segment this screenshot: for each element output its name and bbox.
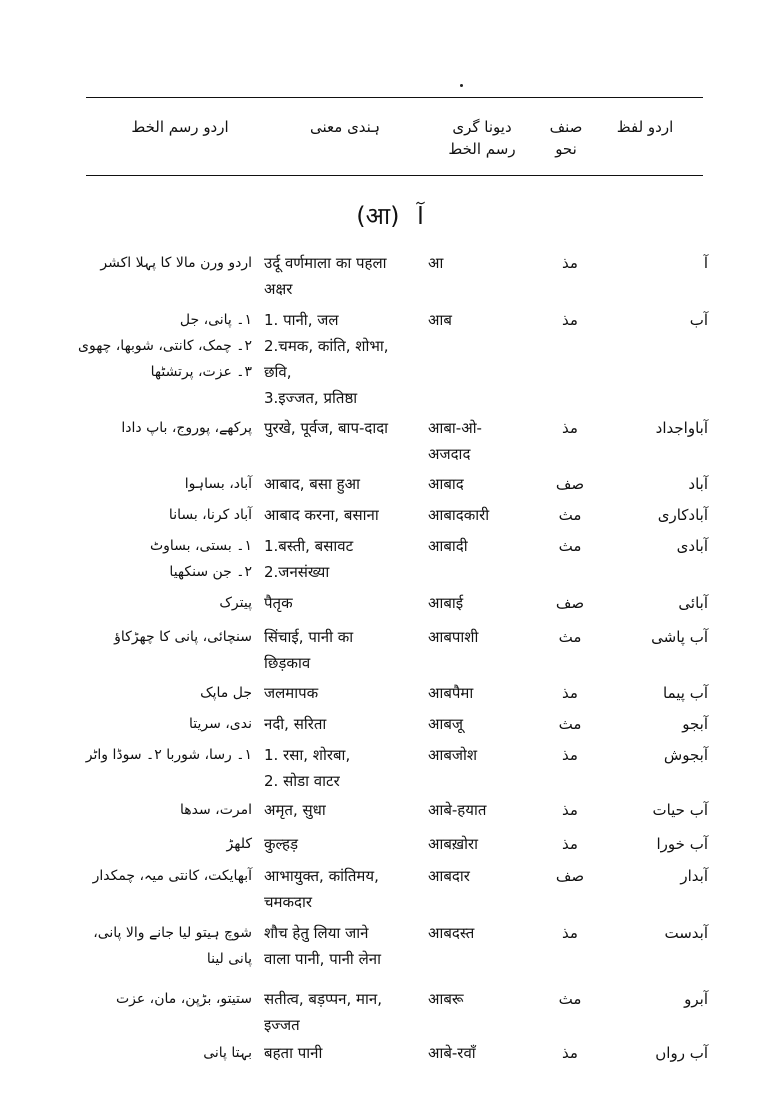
grammar-tag: مذ [562,746,578,764]
hindi-meaning [264,471,414,497]
urdu-word: آب رواں [655,1044,708,1062]
hindi-meaning-line: शौच हेतु लिया जाने [264,924,369,942]
urdu-script-meaning-line: جل ماپک [200,685,252,701]
hindi-meaning [264,797,414,823]
hindi-meaning [264,415,414,441]
devanagari-form [428,986,540,1012]
grammar-tag: مث [558,506,582,524]
devanagari-form-line: आबे-हयात [428,801,487,819]
urdu-script-meaning [74,471,252,497]
urdu-script-meaning-line: ۳۔ عزت، پرتشٹھا [150,364,252,380]
devanagari-form-line: आबजोश [428,746,478,764]
urdu-script-meaning-line: ستیتو، بڑپن، مان، عزت [115,991,252,1007]
urdu-word: آباواجداد [655,419,708,437]
devanagari-form [428,1040,540,1066]
hindi-meaning-line: छिड़काव [264,654,311,672]
grammar-tag: مذ [562,1044,578,1062]
devanagari-form-line: आबख़ोरा [428,835,479,853]
urdu-script-meaning-line: شوچ ہیتو لیا جانے والا پانی، [93,925,252,941]
grammar-tag: صف [555,594,585,612]
urdu-script-meaning [74,797,252,823]
urdu-script-meaning-line: ۲۔ چمک، کانتی، شوبھا، چھوی [78,338,252,354]
urdu-script-meaning [74,986,252,1012]
devanagari-form [428,590,540,616]
urdu-script-meaning-line: آباد، بساہوا [184,476,252,492]
page-dot [460,84,463,87]
urdu-script-meaning-line: امرت، سدھا [180,802,252,818]
hindi-meaning [264,986,414,1038]
urdu-word: آب [689,311,708,329]
urdu-script-meaning-line: پیترک [219,595,252,611]
devanagari-form [428,415,540,467]
hindi-meaning-line: अक्षर [264,280,293,298]
devanagari-form-line: आबा-ओ- [428,419,482,437]
urdu-word: آبجو [682,715,708,733]
devanagari-form-line: आबादी [428,537,468,555]
section-heading [0,199,780,232]
urdu-script-meaning [74,533,252,585]
devanagari-form [428,831,540,857]
devanagari-form-line: आबाद [428,475,464,493]
urdu-script-meaning-line: اردو ورن مالا کا پہلا اکشر [100,255,252,271]
hindi-meaning-line: आभायुक्त, कांतिमय, [264,867,379,885]
header-urdu-word: اردو لفظ [616,118,674,136]
hindi-meaning-line: कुल्हड़ [264,835,298,853]
hindi-meaning [264,250,414,302]
urdu-script-meaning [74,590,252,616]
header-grammar [536,116,596,160]
devanagari-form [428,533,540,559]
urdu-word: آ [703,254,708,272]
urdu-script-meaning-line: پانی لینا [206,951,252,967]
grammar-tag: صف [555,867,585,885]
urdu-script-meaning [74,711,252,737]
urdu-word: آباد [688,475,708,493]
header-devanagari-line-1: دیونا گری [452,118,512,136]
urdu-script-meaning [74,415,252,441]
urdu-script-meaning-line: ۱۔ رسا، شوربا ۲۔ سوڈا واٹر [85,747,252,763]
urdu-word: آبدست [664,924,708,942]
devanagari-form-line: आबदस्त [428,924,475,942]
hindi-meaning-line: बहता पानी [264,1044,323,1062]
devanagari-form [428,797,540,823]
grammar-tag: مذ [562,684,578,702]
urdu-word: آبدار [680,867,708,885]
urdu-word: آبجوش [663,746,708,764]
grammar-tag: مذ [562,311,578,329]
urdu-word: آبادکاری [657,506,708,524]
devanagari-form-line: आबे-रवाँ [428,1044,476,1062]
section-heading-hindi: (आ) [356,202,400,230]
header-bottom-rule [86,175,703,176]
devanagari-form [428,471,540,497]
devanagari-form [428,250,540,276]
header-devanagari [432,116,532,160]
urdu-script-meaning [74,742,252,768]
devanagari-form [428,920,540,946]
urdu-script-meaning [74,680,252,706]
grammar-tag: مذ [562,419,578,437]
urdu-script-meaning [74,920,252,972]
header-grammar-line-2: نحو [555,140,577,158]
hindi-meaning-line: वाला पानी, पानी लेना [264,950,381,968]
grammar-tag: مذ [562,254,578,272]
devanagari-form-line: आब [428,311,452,329]
hindi-meaning [264,680,414,706]
hindi-meaning-line: जलमापक [264,684,319,702]
devanagari-form [428,863,540,889]
hindi-meaning [264,533,414,585]
urdu-script-meaning-line: کلھڑ [226,836,252,852]
hindi-meaning-line: छवि, [264,363,292,381]
hindi-meaning-line: पैतृक [264,594,293,612]
devanagari-form-line: आबदार [428,867,470,885]
urdu-script-meaning-line: آبھایکت، کانتی میہ، چمکدار [92,868,252,884]
hindi-meaning [264,711,414,737]
grammar-tag: مث [558,990,582,1008]
hindi-meaning [264,1040,414,1066]
grammar-tag: مث [558,715,582,733]
section-heading-urdu: آ [417,202,424,230]
hindi-meaning-line: पुरखे, पूर्वज, बाप-दादा [264,419,389,437]
urdu-script-meaning [74,831,252,857]
grammar-tag: مث [558,628,582,646]
hindi-meaning-line: चमकदार [264,893,313,911]
hindi-meaning-line: 3.इज्जत, प्रतिष्ठा [264,389,358,407]
hindi-meaning [264,590,414,616]
urdu-word: آب خورا [656,835,708,853]
devanagari-form [428,680,540,706]
hindi-meaning [264,502,414,528]
urdu-script-meaning-line: بہتا پانی [203,1045,252,1061]
devanagari-form [428,742,540,768]
devanagari-form [428,502,540,528]
hindi-meaning-line: इज्जत [264,1016,300,1034]
urdu-script-meaning [74,502,252,528]
hindi-meaning-line: 1.बस्ती, बसावट [264,537,354,555]
urdu-script-meaning [74,1040,252,1066]
grammar-tag: مذ [562,801,578,819]
devanagari-form-line: आबरू [428,990,464,1008]
devanagari-form-line: आबजू [428,715,464,733]
devanagari-form [428,711,540,737]
hindi-meaning-line: 2.चमक, कांति, शोभा, [264,337,389,355]
hindi-meaning-line: उर्दू वर्णमाला का पहला [264,254,387,272]
header-grammar-line-1: صنف [549,118,583,136]
hindi-meaning [264,831,414,857]
urdu-script-meaning-line: سنچائی، پانی کا چھڑکاؤ [114,629,252,645]
devanagari-form-line: आबपाशी [428,628,479,646]
hindi-meaning [264,920,414,972]
hindi-meaning-line: आबाद करना, बसाना [264,506,379,524]
devanagari-form-line: अजदाद [428,445,471,463]
hindi-meaning [264,624,414,676]
urdu-word: آب حیات [652,801,708,819]
hindi-meaning-line: 1. पानी, जल [264,311,339,329]
grammar-tag: مذ [562,924,578,942]
header-hindi-meaning: ہندی معنی [310,118,380,136]
urdu-script-meaning [74,307,252,385]
urdu-word: آبادی [676,537,708,555]
grammar-tag: صف [555,475,585,493]
urdu-word: آبائی [678,594,708,612]
urdu-script-meaning-line: ۱۔ بستی، بساوٹ [149,538,252,554]
hindi-meaning-line: सिंचाई, पानी का [264,628,354,646]
urdu-word: آبرو [684,990,708,1008]
urdu-script-meaning-line: ۲۔ جن سنکھیا [169,564,252,580]
grammar-tag: مث [558,537,582,555]
urdu-script-meaning-line: پرکھے، پوروج، باپ دادا [121,420,252,436]
header-top-rule [86,97,703,98]
hindi-meaning-line: आबाद, बसा हुआ [264,475,360,493]
hindi-meaning-line: 2. सोडा वाटर [264,772,340,790]
header-urdu-script: اردو رسم الخط [131,118,229,136]
header-devanagari-line-2: رسم الخط [448,140,516,158]
hindi-meaning-line: 2.जनसंख्या [264,563,330,581]
urdu-script-meaning-line: ندی، سریتا [188,716,252,732]
urdu-script-meaning-line: آباد کرنا، بسانا [168,507,252,523]
devanagari-form-line: आबपैमा [428,684,474,702]
hindi-meaning [264,742,414,794]
urdu-word: آب پاشی [651,628,708,646]
hindi-meaning-line: अमृत, सुधा [264,801,326,819]
hindi-meaning [264,307,414,411]
hindi-meaning [264,863,414,915]
urdu-script-meaning [74,863,252,889]
devanagari-form [428,624,540,650]
grammar-tag: مذ [562,835,578,853]
urdu-word: آب پیما [663,684,708,702]
hindi-meaning-line: नदी, सरिता [264,715,327,733]
devanagari-form-line: आबाई [428,594,464,612]
urdu-script-meaning [74,624,252,650]
devanagari-form-line: आबादकारी [428,506,490,524]
devanagari-form [428,307,540,333]
devanagari-form-line: आ [428,254,444,272]
urdu-script-meaning [74,250,252,276]
hindi-meaning-line: सतीत्व, बड़प्पन, मान, [264,990,382,1008]
hindi-meaning-line: 1. रसा, शोरबा, [264,746,351,764]
urdu-script-meaning-line: ۱۔ پانی، جل [179,312,252,328]
